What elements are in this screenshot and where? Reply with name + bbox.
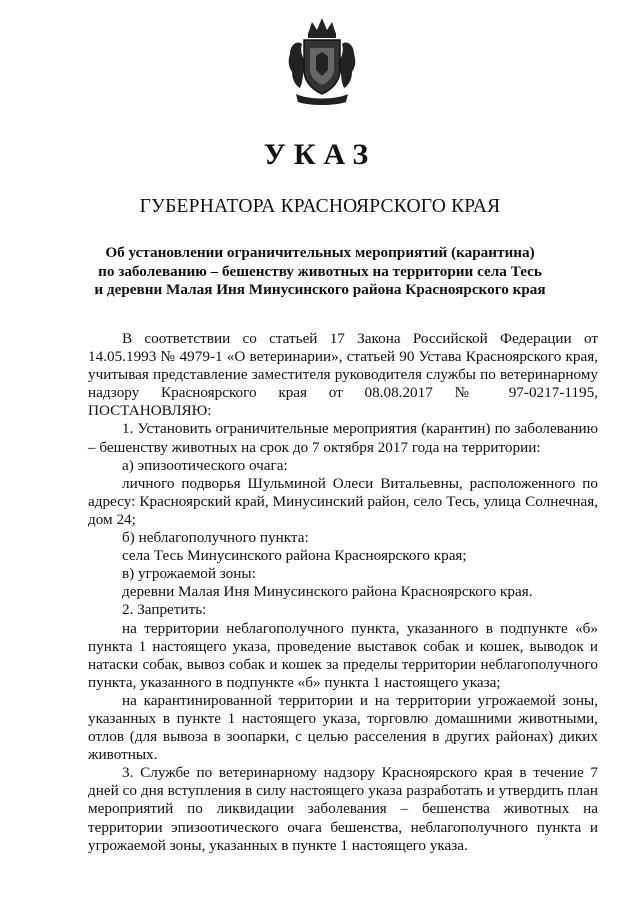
heading-line: и деревни Малая Иня Минусинского района Красноярского края [94,281,546,298]
heading-line: Об установлении ограничительных мероприятий (карантина) [105,244,535,261]
paragraph-subitem-a-text: личного подворья Шульминой Олеси Витальевны, расположенного по адресу: Красноярский край, Минусинский район, село Тесь, улица Солнечная, дом 24; [88,474,598,528]
paragraph-item-1: 1. Установить ограничительные мероприятия (карантин) по заболеванию – бешенству животных на срок до 7 октября 2017 года на территории: [88,420,598,456]
heading-line: по заболеванию – бешенству животных на территории села Тесь [98,262,542,280]
paragraph-item-2: 2. Запретить: [122,601,207,619]
decree-heading [60,244,580,300]
paragraph-preamble: В соответствии со статьей 17 Закона Российской Федерации от 14.05.1993 № 4979-1 «О ветеринарии», статьей 90 Устава Красноярского края, учитывая представление заместителя руководителя службы по ветеринарному надзору Красноярского края от 08.08.2017 № 97-0217-1195, ПОСТАНОВЛЯЮ: [88,330,598,420]
decree-body [88,330,598,855]
document-title: УКАЗ [263,138,377,171]
paragraph-subitem-c-text: деревни Малая Иня Минусинского района Красноярского края. [122,583,533,601]
paragraph-item-3: 3. Службе по ветеринарному надзору Красноярского края в течение 7 дней со дня вступления в силу настоящего указа разработать и утвердить план мероприятий по ликвидации заболевания – бешенства животных на территории эпизоотического очага бешенства, неблагополучного пункта и угрожаемой зоны, указанных в пункте 1 настоящего указа. [88,764,598,854]
paragraph-item-2-text-1: на территории неблагополучного пункта, указанного в подпункте «б» пункта 1 настоящего указа, проведение выставок собак и кошек, выводок и натаски собак, вывоз собак и кошек за пределы территории неблагополучного пункта, указанного в подпункте «б» пункта 1 настоящего указа; [88,619,598,691]
paragraph-subitem-c: в) угрожаемой зоны: [122,565,256,583]
paragraph-subitem-b: б) неблагополучного пункта: [122,529,309,547]
paragraph-subitem-a: а) эпизоотического очага: [122,456,288,474]
document-subtitle: ГУБЕРНАТОРА КРАСНОЯРСКОГО КРАЯ [139,196,501,217]
coat-of-arms-icon [286,14,358,106]
paragraph-item-2-text-2: на карантинированной территории и на территории угрожаемой зоны, указанных в пункте 1 настоящего указа, торговлю домашними животными, отлов (для вывоза в зоопарки, с целью расселения в других районах) диких животных. [88,691,598,764]
paragraph-subitem-b-text: села Тесь Минусинского района Красноярского края; [122,547,467,565]
